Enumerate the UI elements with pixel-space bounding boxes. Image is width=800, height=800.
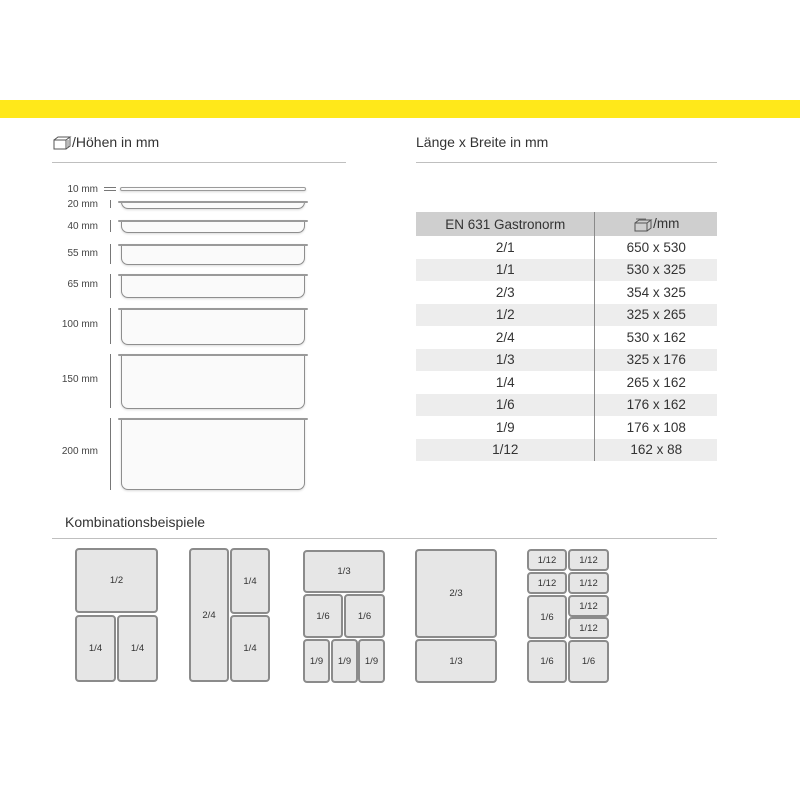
pan-combo-box: 1/3 (415, 639, 497, 683)
pan-200mm (121, 418, 305, 490)
pan-combo-box: 1/12 (527, 549, 567, 571)
gastronorm-table (416, 212, 717, 461)
table-header-cell (595, 212, 717, 236)
table-row (416, 304, 717, 327)
table-cell: 325 x 176 (595, 349, 717, 372)
height-dimension-line (110, 418, 111, 490)
pan-combo-box: 2/3 (415, 549, 497, 638)
pan-combo-box: 1/9 (358, 639, 385, 683)
table-cell: 1/12 (416, 439, 595, 462)
table-row (416, 281, 717, 304)
pan-combo-box: 1/4 (117, 615, 158, 682)
table-cell: 1/3 (416, 349, 595, 372)
pan-combo-box: 1/12 (568, 572, 609, 594)
table-row (416, 349, 717, 372)
pan-height-icon (52, 136, 72, 150)
pan-combo-box: 1/4 (75, 615, 116, 682)
pan-100mm (121, 308, 305, 345)
table-cell: 1/1 (416, 259, 595, 282)
pan-combo-box: 1/2 (75, 548, 158, 613)
table-row (416, 439, 717, 462)
dimensions-rule (416, 162, 717, 163)
height-dimension-line (104, 190, 116, 191)
table-cell: 530 x 162 (626, 329, 686, 345)
table-header-label: /mm (653, 216, 680, 232)
height-dimension-line (110, 274, 111, 298)
height-dimension-line (110, 244, 111, 264)
height-dimension-line (110, 200, 111, 208)
pan-combo-box: 1/4 (230, 548, 270, 614)
pan-combo-box: 1/12 (568, 617, 609, 639)
pan-20mm (121, 201, 305, 209)
pan-combo-box: 2/4 (189, 548, 229, 682)
table-header-cell: EN 631 Gastronorm (416, 212, 595, 236)
dimensions-heading: Länge x Breite in mm (416, 134, 549, 150)
table-cell: 325 x 265 (595, 304, 717, 327)
table-cell: 176 x 108 (626, 419, 686, 435)
pan-10mm (120, 187, 306, 191)
pan-combo-box: 1/6 (344, 594, 385, 638)
height-label: 65 mm (67, 279, 98, 290)
combinations-rule (52, 538, 717, 539)
height-label: 100 mm (61, 319, 98, 330)
pan-combo-box: 1/6 (527, 640, 567, 683)
height-label: 150 mm (61, 374, 98, 385)
table-row (416, 394, 717, 417)
combinations-heading: Kombinationsbeispiele (65, 514, 206, 530)
height-label: 20 mm (67, 199, 98, 210)
table-cell: 176 x 162 (595, 394, 717, 417)
table-cell: 354 x 325 (626, 284, 686, 300)
table-cell: 2/1 (416, 236, 595, 259)
table-cell: 2/3 (416, 281, 595, 304)
height-label: 200 mm (61, 446, 98, 457)
pan-combo-box: 1/6 (527, 595, 567, 639)
table-row (416, 371, 717, 394)
table-cell: 1/2 (416, 304, 595, 327)
table-cell: 1/9 (416, 416, 595, 439)
pan-65mm (121, 274, 305, 298)
table-row (416, 326, 717, 349)
height-dimension-line (104, 187, 116, 188)
yellow-accent-bar (0, 100, 800, 118)
height-dimension-line (110, 354, 111, 408)
pan-combo-box: 1/3 (303, 550, 385, 593)
height-dimension-line (110, 220, 111, 232)
pan-combo-box: 1/6 (568, 640, 609, 683)
pan-55mm (121, 244, 305, 265)
height-dimension-line (110, 308, 111, 344)
table-cell: 1/6 (416, 394, 595, 417)
table-cell: 2/4 (416, 326, 595, 349)
pan-combo-box: 1/9 (303, 639, 330, 683)
table-cell: 650 x 530 (626, 239, 686, 255)
table-header-row (416, 212, 717, 236)
table-row (416, 416, 717, 439)
table-row (416, 259, 717, 282)
table-cell: 265 x 162 (626, 374, 686, 390)
pan-150mm (121, 354, 305, 409)
height-label: 40 mm (67, 221, 98, 232)
heights-title: /Höhen in mm (72, 134, 160, 150)
height-label: 10 mm (67, 184, 98, 195)
pan-combo-box: 1/12 (568, 549, 609, 571)
pan-dimensions-icon (633, 218, 653, 232)
height-label: 55 mm (67, 248, 98, 259)
heights-rule (52, 162, 346, 163)
table-cell: 1/4 (416, 371, 595, 394)
pan-40mm (121, 220, 305, 233)
pan-combo-box: 1/4 (230, 615, 270, 682)
pan-combo-box: 1/12 (527, 572, 567, 594)
pan-combo-box: 1/12 (568, 595, 609, 617)
pan-combo-box: 1/6 (303, 594, 343, 638)
pan-combo-box: 1/9 (331, 639, 358, 683)
table-row (416, 236, 717, 259)
table-cell: 162 x 88 (595, 439, 717, 462)
heights-heading (52, 134, 159, 150)
table-cell: 530 x 325 (595, 259, 717, 282)
